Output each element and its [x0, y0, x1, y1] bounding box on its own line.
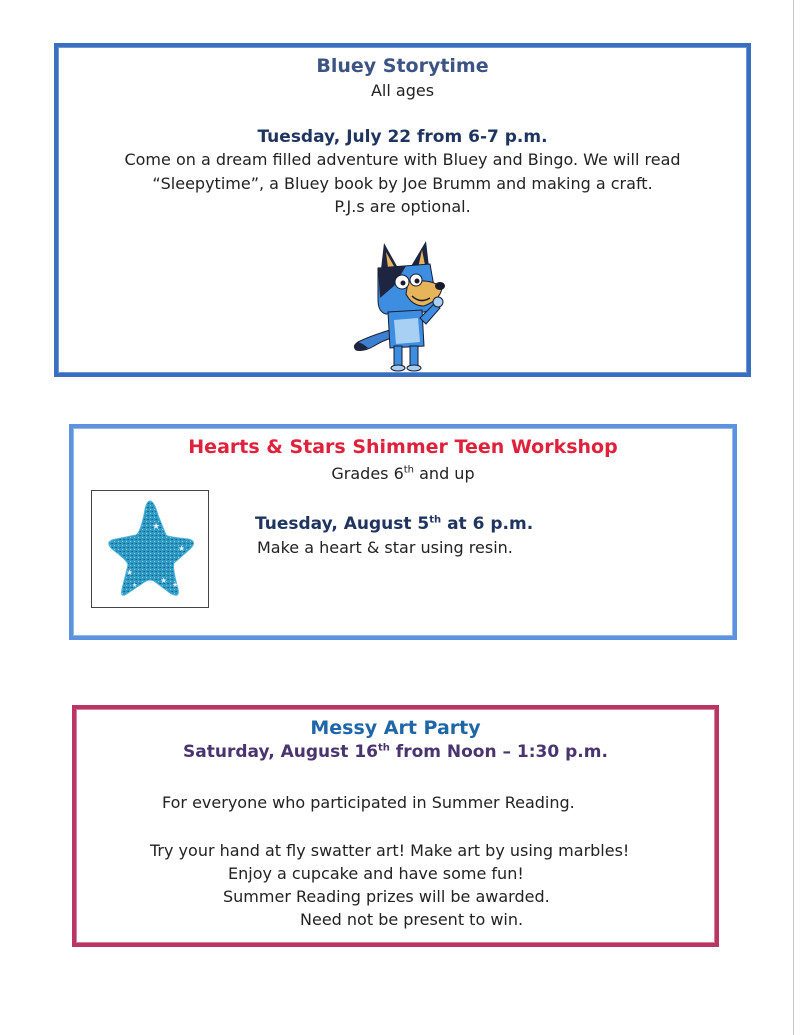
glitter-star-icon [92, 491, 208, 607]
event-title: Bluey Storytime [316, 55, 489, 77]
event-description-line: “Sleepytime”, a Bluey book by Joe Brumm and making a craft. [152, 174, 653, 193]
svg-text:★: ★ [126, 568, 134, 577]
bluey-dog-illustration [350, 238, 460, 373]
event-date: Saturday, August 16th from Noon – 1:30 p.m. [183, 742, 608, 762]
svg-text:★: ★ [172, 581, 179, 589]
page-edge-line [793, 0, 794, 1035]
event-audience: All ages [370, 81, 435, 100]
event-detail-line: Need not be present to win. [300, 910, 524, 929]
event-detail-line: Summer Reading prizes will be awarded. [223, 887, 550, 906]
event-detail-line: Enjoy a cupcake and have some fun! [228, 864, 524, 883]
event-date: Tuesday, August 5th at 6 p.m. [255, 514, 534, 534]
svg-text:★: ★ [160, 576, 168, 585]
event-description-line: Come on a dream filled adventure with Bluey and Bingo. We will read [124, 150, 681, 169]
event-description-line: P.J.s are optional. [334, 197, 471, 216]
event-date: Tuesday, July 22 from 6-7 p.m. [257, 127, 548, 147]
event-description: Make a heart & star using resin. [257, 538, 513, 557]
svg-text:★: ★ [152, 522, 161, 532]
event-title: Messy Art Party [310, 717, 481, 739]
svg-text:★: ★ [178, 544, 186, 553]
event-eligibility: For everyone who participated in Summer Reading. [162, 793, 575, 812]
svg-text:★: ★ [132, 582, 138, 589]
star-image-frame [91, 490, 209, 608]
event-card-messy-art-party [72, 705, 719, 947]
event-audience: Grades 6th and up [331, 464, 475, 483]
event-title: Hearts & Stars Shimmer Teen Workshop [188, 436, 618, 458]
event-detail-line: Try your hand at fly swatter art! Make art by using marbles! [150, 841, 630, 860]
